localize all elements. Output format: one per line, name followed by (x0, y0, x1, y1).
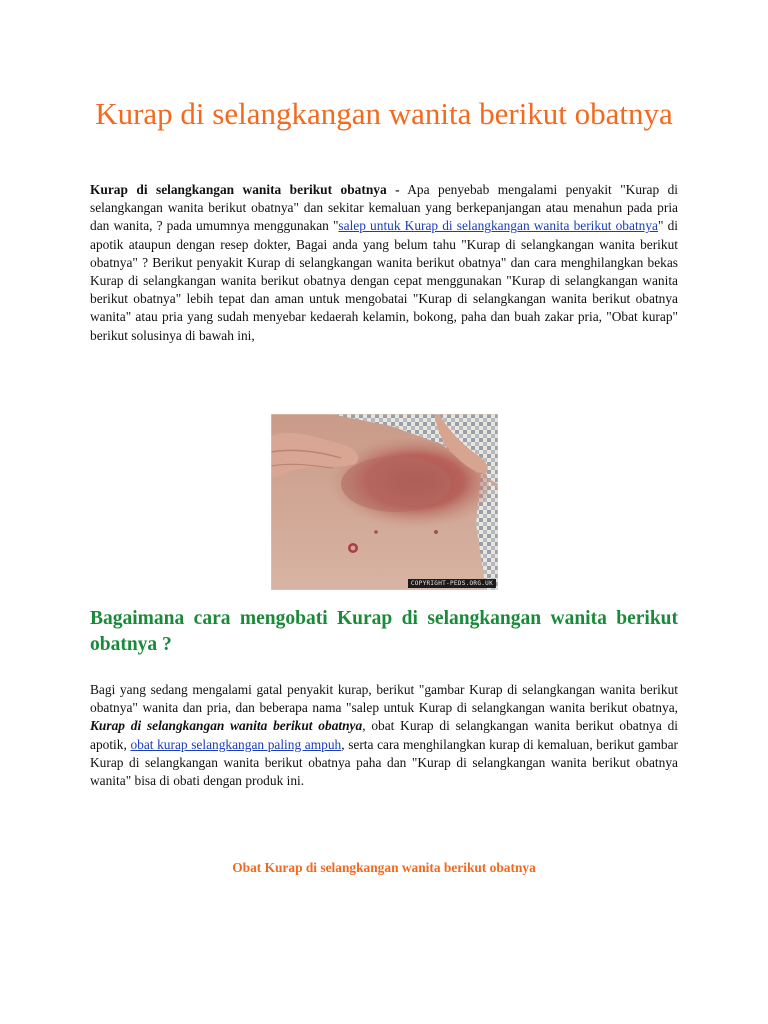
photo-illustration (271, 414, 498, 590)
body-text-1: Bagi yang sedang mengalami gatal penyakit kurap, berikut "gambar Kurap di selangkangan wanita berikut obatnya" wanita dan pria, dan beberapa nama "salep untuk Kurap di selangkangan wanita berikut obatnya, (90, 682, 678, 716)
section-heading: Bagaimana cara mengobati Kurap di selangkangan wanita berikut obatnya ? (90, 608, 678, 655)
body-text-2: , obat Kurap di selangkangan wanita berikut obatnya di apotik, (90, 718, 678, 752)
intro-lead: Kurap di selangkangan wanita berikut obatnya - (90, 182, 400, 197)
photo-watermark: COPYRIGHT-PEDS.ORG.UK (408, 579, 496, 588)
page-title: Kurap di selangkangan wanita berikut obatnya (95, 96, 673, 131)
intro-paragraph (90, 181, 678, 345)
intro-text-1: Apa penyebab mengalami penyakit "Kurap di selangkangan wanita berikut obatnya" dan sekitar kemaluan yang berkepanjangan atau menahun pada pria dan wanita, ? pada umumnya menggunakan " (90, 182, 678, 234)
obat-kurap-link[interactable]: obat kurap selangkangan paling ampuh (130, 736, 342, 752)
intro-text-2: " di apotik ataupun dengan resep dokter, Bagai anda yang belum tahu "Kurap di selangkangan wanita berikut obatnya" ? Berikut penyakit Kurap di selangkangan wanita berikut obatnya" dan cara menghilangkan bekas Kurap di selangkangan wanita berikut obatnya dengan cepat menggunakan "Kurap di selangkangan wanita berikut obatnya" lebih tepat dan aman untuk mengobatai "Kurap di selangkangan wanita berikut obatnya wanita" atau pria yang sudah menyebar kedaerah kelamin, bokong, paha dan buah zakar pria, "Obat kurap" berikut solusinya di bawah ini, (90, 218, 678, 343)
body-text-3: , serta cara menghilangkan kurap di kemaluan, berikut gambar Kurap di selangkangan wanita berikut obatnya paha dan "Kurap di selangkangan wanita berikut obatnya wanita" bisa di obati dengan produk ini. (90, 736, 678, 789)
body-bold-italic: Kurap di selangkangan wanita berikut obatnya (90, 718, 363, 734)
caption: Obat Kurap di selangkangan wanita berikut obatnya (232, 860, 536, 875)
skin-rash-photo (271, 414, 498, 590)
body-paragraph (90, 681, 678, 790)
salep-link[interactable]: salep untuk Kurap di selangkangan wanita berikut obatnya (338, 218, 658, 234)
